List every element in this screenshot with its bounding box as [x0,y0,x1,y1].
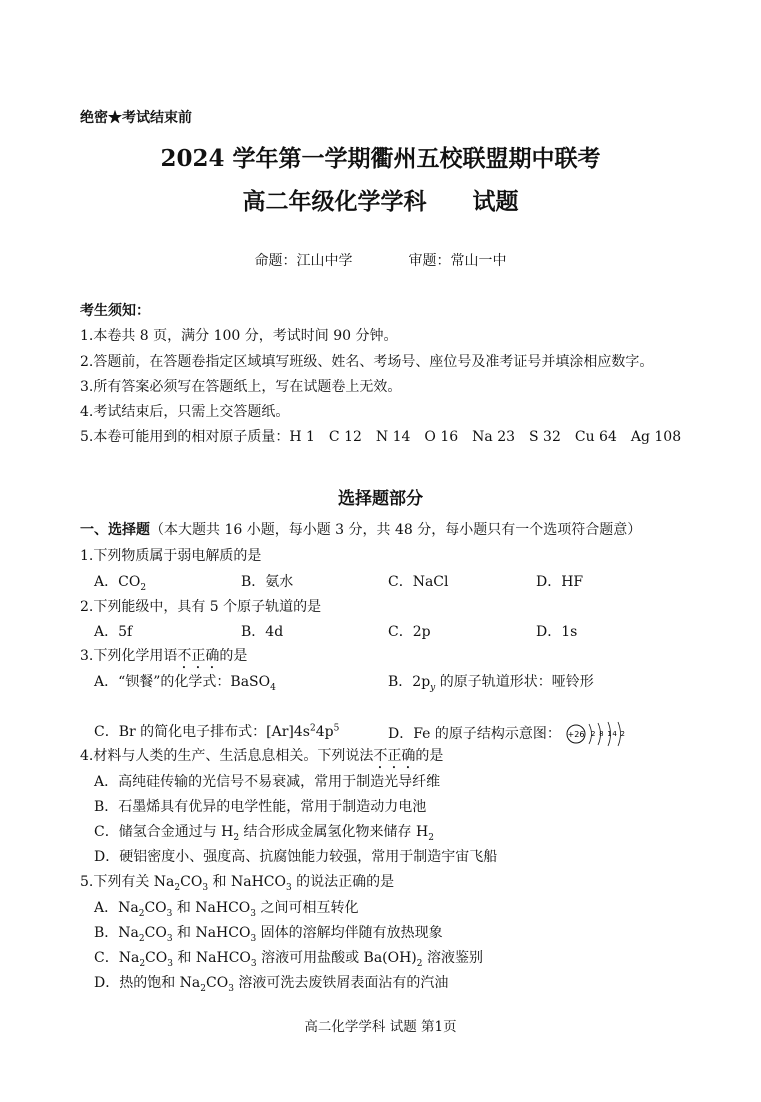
atom-shells-label: 2 8 14 2 [591,730,626,738]
option-d: D．1s [536,624,578,640]
section-title: 选择题部分 [338,489,423,509]
option-a: A．$Na_2CO_3$ 和 NaHCO$_3$ 之间可相互转化 [94,900,359,919]
question-stem: 4.材料与人类的生产、生活息息相关。下列说法不正确的是 [80,748,444,764]
option-d: D．Fe 的原子结构示意图： +26 2 8 14 2 [388,721,629,747]
atom-nucleus-label: +26 [567,730,585,739]
notice-item: 5.本卷可能用到的相对原子质量：H 1 C 12 N 14 O 16 Na 23 S 32 Cu 64 Ag 108 [80,429,682,445]
part-description: （本大题共 16 小题，每小题 3 分，共 48 分，每小题只有一个选项符合题意） [150,522,642,538]
page-footer: 高二化学学科 试题 第1页 [304,1019,457,1035]
option-b: B．$Na_2CO_3$ 和 NaHCO$_3$ 固体的溶解均伴随有放热现象 [94,925,443,944]
option-a: A．“钡餐”的化学式：BaSO$_4$ [94,674,276,693]
part-heading [80,519,641,539]
option-d: D．热的饱和 $Na_2CO_3$ 溶液可洗去废铁屑表面沾有的汽油 [94,975,449,994]
notice-item: 3.所有答案必须写在答题纸上，写在试题卷上无效。 [80,379,402,395]
option-c: C．2p [388,624,431,640]
option-c: C．NaCl [388,574,449,590]
exam-subtitle: 高二年级化学学科 试题 [242,188,519,215]
secret-label: 绝密★考试结束前 [80,110,192,126]
option-d: D．HF [536,574,584,590]
notice-item: 4.考试结束后，只需上交答题纸。 [80,404,290,420]
option-b: B．石墨烯具有优异的电学性能，常用于制造动力电池 [94,799,427,815]
notice-heading: 考生须知： [80,303,150,319]
option-c: C．$Na_2CO_3$ 和 NaHCO$_3$ 溶液可用盐酸或 $Ba(OH)_2$ 溶液鉴别 [94,950,483,969]
question-stem: 2.下列能级中，具有 5 个原子轨道的是 [80,599,322,615]
question-stem: 3.下列化学用语不正确的是 [80,648,248,664]
notice-item: 1.本卷共 8 页，满分 100 分，考试时间 90 分钟。 [80,328,398,344]
fe-atom-structure-diagram [565,721,629,747]
option-c: C．储氢合金通过与 $H_2$ 结合形成金属氢化物来储存 $H_2$ [94,824,434,843]
option-a: A．5f [94,624,133,640]
option-a: A．$CO_2$ [94,574,147,593]
option-c: C．Br 的简化电子排布式：$[Ar]4s^24p^5$ [94,723,340,740]
notice-item: 2.答题前，在答题卷指定区域填写班级、姓名、考场号、座位号及准考证号并填涂相应数字。 [80,354,654,370]
question-stem: 5.下列有关 $Na_2CO_3$ 和 NaHCO$_3$ 的说法正确的是 [80,874,395,893]
exam-title: 2024 学年第一学期衢州五校联盟期中联考 [160,145,601,172]
question-stem: 1.下列物质属于弱电解质的是 [80,548,262,564]
option-b: B．氨水 [241,574,294,590]
part-label: 一、选择题 [80,522,150,538]
exam-authors: 命题：江山中学 审题：常山一中 [254,253,507,269]
option-d: D．硬铝密度小、强度高、抗腐蚀能力较强，常用于制造宇宙飞船 [94,849,498,865]
option-b: B．$2p_y$ 的原子轨道形状：哑铃形 [388,674,594,693]
option-b: B．4d [241,624,284,640]
option-a: A．高纯硅传输的光信号不易衰减，常用于制造光导纤维 [94,774,441,790]
